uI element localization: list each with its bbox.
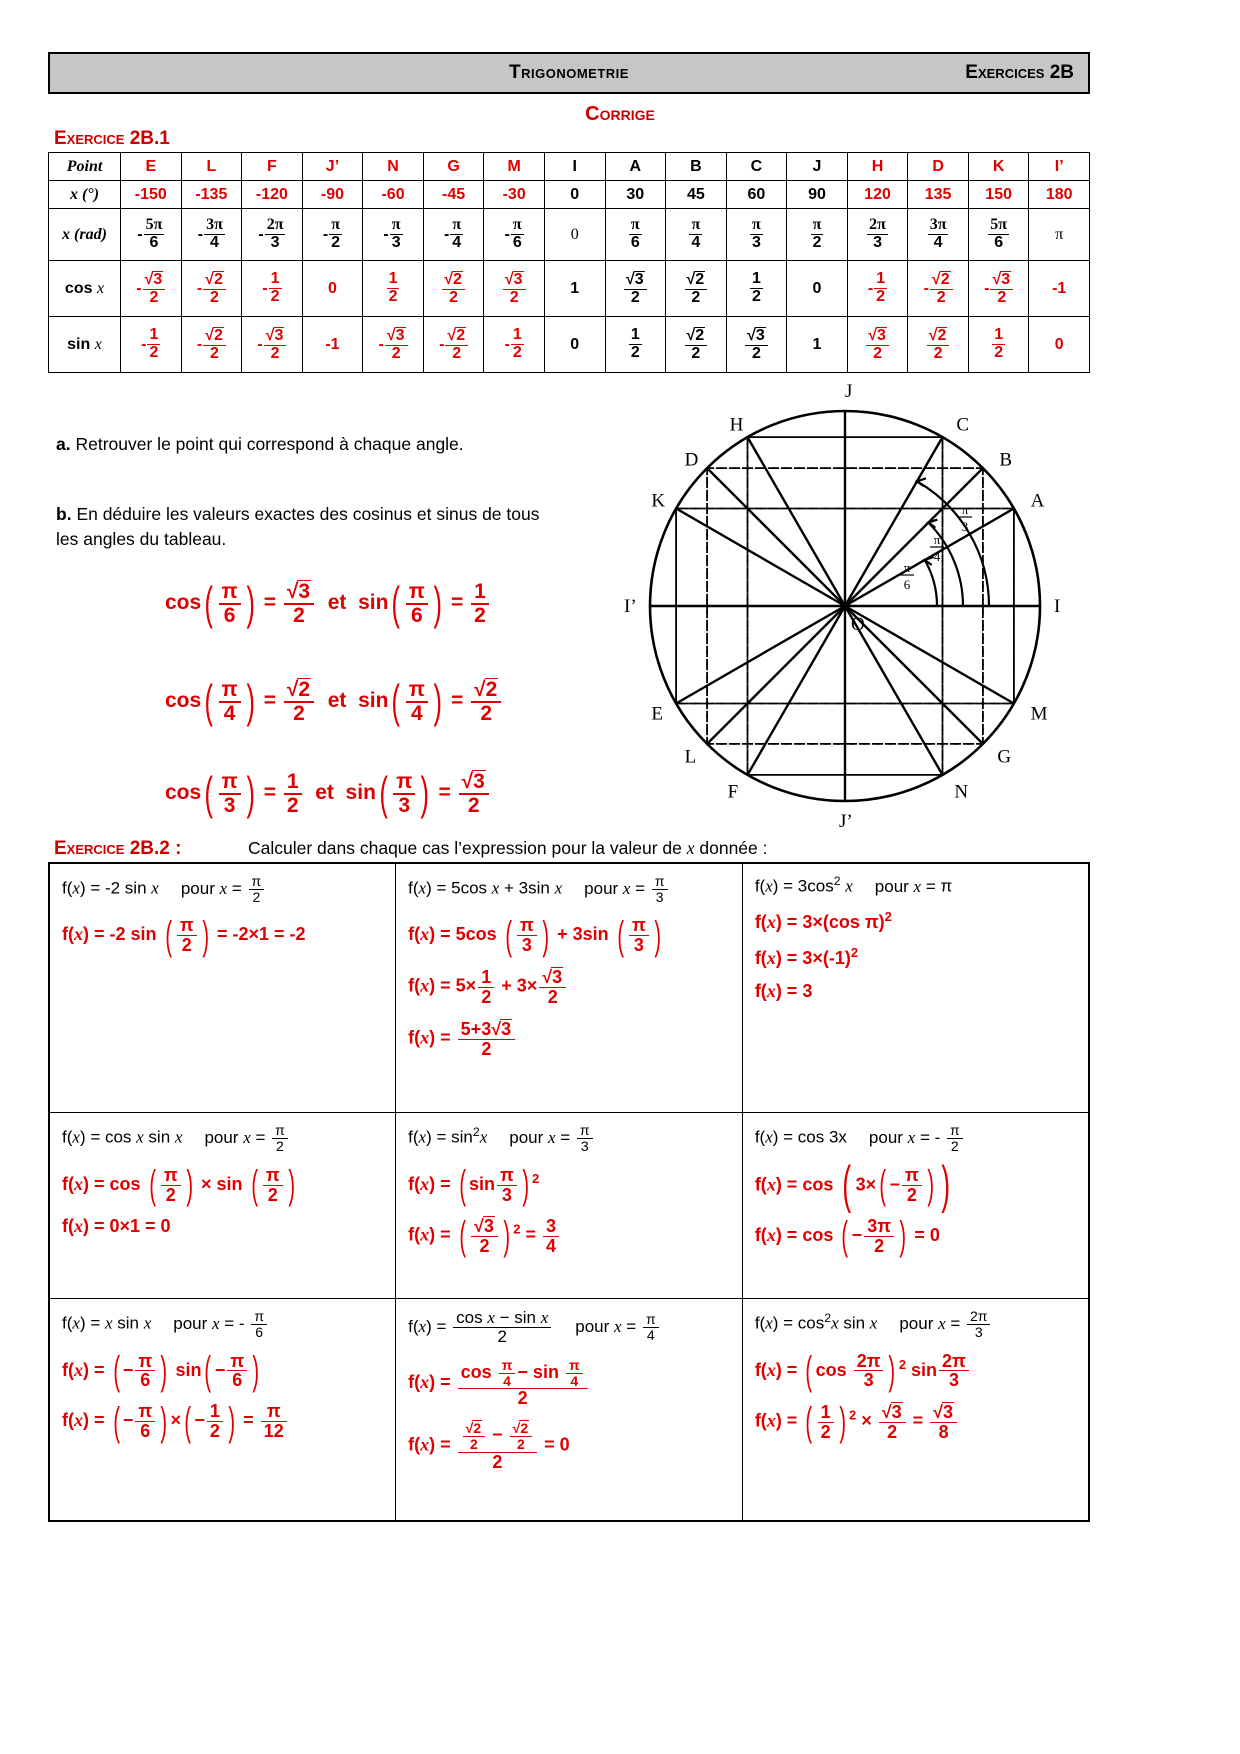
exercise-2-prompt: Calculer dans chaque cas l’expression pour la valeur de x donnée : [248, 838, 768, 858]
cell-cos: - $\frac{√2}{2}$ [908, 261, 969, 317]
cell-rad: π [1029, 209, 1090, 261]
circle-label-M: M [1030, 703, 1048, 725]
cell-solution-line: f(x) = $\frac{5+3√3}{2}$ [408, 1019, 734, 1059]
cell-cos: $\frac{√2}{2}$ [423, 261, 484, 317]
cell-rad: $\frac{5\pi}{6}$ [968, 209, 1029, 261]
cell-point-L: L [181, 153, 242, 181]
cell-cos: $\frac{√3}{2}$ [484, 261, 545, 317]
cell-point-B: B [666, 153, 727, 181]
cell-point-H: H [847, 153, 908, 181]
circle-label-L: L [684, 746, 697, 768]
cell-rad: $\frac{\pi}{6}$ [605, 209, 666, 261]
exercise-2-cell-c2 [396, 863, 743, 1113]
circle-label-N: N [954, 781, 969, 803]
table-row-degrees [49, 181, 1090, 209]
corrige-label: Corrige [585, 103, 655, 125]
svg-text:π: π [933, 532, 941, 547]
unit-circle-figure [595, 368, 1095, 838]
cell-rad: - $\frac{2\pi}{3}$ [242, 209, 303, 261]
exercise-2-cell-c1 [49, 863, 396, 1113]
header-title: Trigonometrie [509, 62, 629, 83]
cell-solution-line: f(x) = ( sin $\frac{\pi}{3}$ ) $^2$ [408, 1163, 540, 1208]
cell-solution-line: f(x) = cos ( − $\frac{3\pi}{2}$ ) = 0 [754, 1214, 940, 1259]
exercise-2-cell-c8 [396, 1299, 743, 1521]
cell-cos: 0 [302, 261, 363, 317]
cell-cos: -1 [1029, 261, 1090, 317]
cell-cos: - $\frac{1}{2}$ [847, 261, 908, 317]
cell-point-I: I [544, 153, 605, 181]
cell-deg: 45 [666, 181, 727, 209]
cell-cos: 1 [544, 261, 605, 317]
cell-statement: f(x) = $\frac{\text{cos x − sin x}}{2}$ pour x = $\frac{\pi}{4}$ [408, 1309, 734, 1346]
exercise-2-title: Exercice 2B.2 : [54, 838, 182, 859]
cell-solution-line: f(x) = -2 sin ( $\frac{\pi}{2}$ ) = -2×1 = -2 [62, 913, 306, 958]
circle-label-H: H [729, 414, 744, 436]
cell-rad: - $\frac{\pi}{6}$ [484, 209, 545, 261]
row-label-point: Point [49, 153, 121, 181]
cell-sin: - $\frac{√3}{2}$ [363, 317, 424, 373]
cell-sin: - $\frac{1}{2}$ [484, 317, 545, 373]
cell-sin: 0 [544, 317, 605, 373]
cell-rad: $\frac{\pi}{4}$ [666, 209, 727, 261]
cell-rad: $\frac{3\pi}{4}$ [908, 209, 969, 261]
question-a-text: Retrouver le point qui correspond à chaque angle. [75, 434, 464, 454]
cell-solution-line: f(x) = ( − $\frac{\pi}{6}$ ) ×( − $\frac{1}{2}$ ) = $\frac{\pi}{12}$ [62, 1402, 387, 1441]
formula-pi-3: cos( $\frac{\pi}{3}$ ) = $\frac{1}{2}$ et sin( $\frac{\pi}{3}$ ) = $\frac{√3}{2}$ [165, 770, 491, 817]
cell-solution-line: f(x) = ( cos $\frac{2\pi}{3}$ ) $^2$ sin $\frac{2\pi}{3}$ [755, 1352, 1080, 1391]
cell-rad: $\frac{2\pi}{3}$ [847, 209, 908, 261]
exercise-1-title: Exercice 2B.1 [54, 128, 170, 149]
cell-statement: f(x) = cos 3x pour x = - $\frac{\pi}{2}$ [755, 1123, 1080, 1153]
cell-deg: -120 [242, 181, 303, 209]
circle-label-C: C [956, 414, 970, 436]
table-row-cos [49, 261, 1090, 317]
circle-label-F: F [727, 781, 739, 803]
circle-label-I: I [1054, 596, 1061, 617]
cell-sin: - $\frac{√3}{2}$ [242, 317, 303, 373]
exercise-2-row [49, 1299, 1089, 1521]
exercise-2-cell-c9 [742, 1299, 1089, 1521]
cell-solution-line: f(x) = $\frac{√2}{2}$ − $\frac{√2}{2}$ 2 = 0 [408, 1420, 570, 1472]
cell-sin: - $\frac{√2}{2}$ [181, 317, 242, 373]
exercise-2-cell-c4 [49, 1113, 396, 1299]
cell-deg: -135 [181, 181, 242, 209]
page-header [48, 52, 1090, 94]
cell-point-N: N [363, 153, 424, 181]
cell-rad: - $\frac{\pi}{2}$ [302, 209, 363, 261]
cell-point-K: K [968, 153, 1029, 181]
cell-rad: $\frac{\pi}{2}$ [787, 209, 848, 261]
cell-deg: 120 [847, 181, 908, 209]
cell-cos: - $\frac{1}{2}$ [242, 261, 303, 317]
cell-deg: -45 [423, 181, 484, 209]
cell-sin: - $\frac{1}{2}$ [121, 317, 182, 373]
row-label-sin: sin x [49, 317, 121, 373]
cell-sin: $\frac{√2}{2}$ [908, 317, 969, 373]
question-b [56, 502, 556, 553]
cell-solution-line: f(x) = ( − $\frac{\pi}{6}$ ) sin( − $\frac{\pi}{6}$ ) [62, 1348, 260, 1393]
header-exercise-label: Exercices 2B [965, 62, 1074, 83]
cell-solution-line: f(x) = 0×1 = 0 [62, 1216, 171, 1237]
cell-deg: 180 [1029, 181, 1090, 209]
cell-point-A: A [605, 153, 666, 181]
exercise-2-row [49, 863, 1089, 1113]
svg-text:π: π [903, 560, 911, 575]
cell-solution-line: f(x) = 3×(cos π)$^2$ [754, 908, 892, 932]
cell-cos: $\frac{1}{2}$ [726, 261, 787, 317]
circle-label-Iprime: I’ [624, 596, 637, 617]
svg-text:4: 4 [933, 549, 941, 564]
cell-sin: - $\frac{√2}{2}$ [423, 317, 484, 373]
cell-point-E: E [121, 153, 182, 181]
cell-deg: -150 [121, 181, 182, 209]
cell-sin: -1 [302, 317, 363, 373]
circle-label-K: K [651, 490, 666, 512]
cell-solution-line: $f(x) = 3\times(-1)^2$ [754, 944, 859, 968]
question-b-bullet: b. [56, 504, 72, 524]
table-row-radians [49, 209, 1090, 261]
cell-rad: - $\frac{\pi}{4}$ [423, 209, 484, 261]
cell-statement: $f(x) = \sin^2x$ pour x = $\frac{\pi}{3}$ [408, 1123, 734, 1153]
circle-label-G: G [997, 746, 1012, 768]
circle-label-B: B [999, 449, 1013, 471]
circle-angle-label-0 [900, 560, 914, 592]
cell-sin: $\frac{√3}{2}$ [726, 317, 787, 373]
cell-solution-line: f(x) = cos $\frac{\pi}{4}$ − sin $\frac{\pi}{4}$ 2 [408, 1358, 734, 1408]
cell-cos: - $\frac{√3}{2}$ [121, 261, 182, 317]
cell-deg: -90 [302, 181, 363, 209]
circle-label-Jprime: J’ [839, 811, 853, 832]
trig-values-table [48, 152, 1090, 373]
cell-rad: 0 [544, 209, 605, 261]
circle-label-O: O [851, 614, 865, 635]
cell-rad: $\frac{\pi}{3}$ [726, 209, 787, 261]
cell-cos: 0 [787, 261, 848, 317]
circle-label-J: J [845, 381, 853, 402]
cell-sin: $\frac{1}{2}$ [605, 317, 666, 373]
question-b-text: En déduire les valeurs exactes des cosinus et sinus de tous les angles du tableau. [56, 504, 540, 550]
cell-cos: $\frac{1}{2}$ [363, 261, 424, 317]
table-row-sin [49, 317, 1090, 373]
svg-text:6: 6 [903, 577, 911, 592]
cell-sin: 1 [787, 317, 848, 373]
formula-pi-6: cos( $\frac{\pi}{6}$ ) = $\frac{√3}{2}$ et sin( $\frac{\pi}{6}$ ) = $\frac{1}{2}$ [165, 580, 491, 627]
exercise-2-cell-c7 [49, 1299, 396, 1521]
cell-rad: - $\frac{3\pi}{4}$ [181, 209, 242, 261]
cell-deg: 30 [605, 181, 666, 209]
exercise-2-row [49, 1113, 1089, 1299]
cell-deg: 60 [726, 181, 787, 209]
cell-solution-line: f(x) = ( $\frac{1}{2}$ ) $^2$ × $\frac{√3}{2}$ = $\frac{√3}{8}$ [755, 1402, 1080, 1442]
cell-deg: 135 [908, 181, 969, 209]
cell-sin: $\frac{1}{2}$ [968, 317, 1029, 373]
cell-solution-line: f(x) = 5cos ( $\frac{\pi}{3}$ ) + 3sin ( $\frac{\pi}{3}$ ) [408, 913, 661, 958]
circle-label-D: D [684, 449, 699, 471]
cell-point-C: C [726, 153, 787, 181]
exercise-2-cell-c5 [396, 1113, 743, 1299]
cell-solution-line: f(x) = 5× $\frac{1}{2}$ + 3× $\frac{√3}{2}$ [408, 967, 734, 1007]
formula-pi-4: cos( $\frac{\pi}{4}$ ) = $\frac{√2}{2}$ et sin( $\frac{\pi}{4}$ ) = $\frac{√2}{2}$ [165, 678, 503, 725]
cell-sin: $\frac{√3}{2}$ [847, 317, 908, 373]
cell-sin: $\frac{√2}{2}$ [666, 317, 727, 373]
cell-statement: f(x) = x sin x pour x = - $\frac{\pi}{6}$ [62, 1309, 387, 1339]
cell-cos: - $\frac{√3}{2}$ [968, 261, 1029, 317]
cell-point-G: G [423, 153, 484, 181]
cell-deg: -60 [363, 181, 424, 209]
table-row-point [49, 153, 1090, 181]
cell-statement: $f(x) = 3\cos^2$ x pour x = π [754, 874, 953, 896]
svg-text:3: 3 [961, 519, 969, 534]
cell-solution-line: f(x) = 3 [754, 980, 813, 1001]
cell-cos: - $\frac{√2}{2}$ [181, 261, 242, 317]
cell-statement: $f(x) = \cos^2x$ sin x pour x = $\frac{2\pi}{3}$ [755, 1309, 1080, 1339]
cell-deg: -30 [484, 181, 545, 209]
cell-statement: f(x) = -2 sin x pour x = $\frac{\pi}{2}$ [62, 874, 387, 904]
cell-deg: 0 [544, 181, 605, 209]
question-a-bullet: a. [56, 434, 71, 454]
cell-sin: 0 [1029, 317, 1090, 373]
cell-deg: 150 [968, 181, 1029, 209]
row-label-radians: x (rad) [49, 209, 121, 261]
cell-point-D: D [908, 153, 969, 181]
cell-point-I’: I’ [1029, 153, 1090, 181]
cell-solution-line: f(x) = cos ( 3×( − $\frac{\pi}{2}$ ) ) [754, 1155, 951, 1214]
cell-cos: $\frac{√3}{2}$ [605, 261, 666, 317]
exercise-2-cell-c6 [742, 1113, 1089, 1299]
cell-solution-line: f(x) = ( $\frac{√3}{2}$ ) $^2$ = $\frac{3}{4}$ [408, 1216, 734, 1256]
cell-point-J’: J’ [302, 153, 363, 181]
cell-solution-line: f(x) = cos ( $\frac{\pi}{2}$ ) × sin ( $\frac{\pi}{2}$ ) [62, 1163, 295, 1208]
cell-deg: 90 [787, 181, 848, 209]
cell-rad: - $\frac{5\pi}{6}$ [121, 209, 182, 261]
cell-point-F: F [242, 153, 303, 181]
row-label-degrees: x (°) [49, 181, 121, 209]
svg-text:π: π [961, 502, 969, 517]
circle-label-E: E [651, 703, 664, 725]
cell-cos: $\frac{√2}{2}$ [666, 261, 727, 317]
cell-statement: f(x) = cos x sin x pour x = $\frac{\pi}{2}$ [62, 1123, 387, 1153]
cell-rad: - $\frac{\pi}{3}$ [363, 209, 424, 261]
exercise-2-cell-c3 [742, 863, 1089, 1113]
cell-point-M: M [484, 153, 545, 181]
unit-circle-svg [595, 368, 1095, 838]
exercise-2-table [48, 862, 1090, 1522]
circle-label-A: A [1030, 490, 1045, 512]
cell-statement: f(x) = 5cos x + 3sin x pour x = $\frac{\pi}{3}$ [408, 874, 734, 904]
row-label-cos: cos x [49, 261, 121, 317]
cell-point-J: J [787, 153, 848, 181]
question-a [56, 432, 576, 457]
